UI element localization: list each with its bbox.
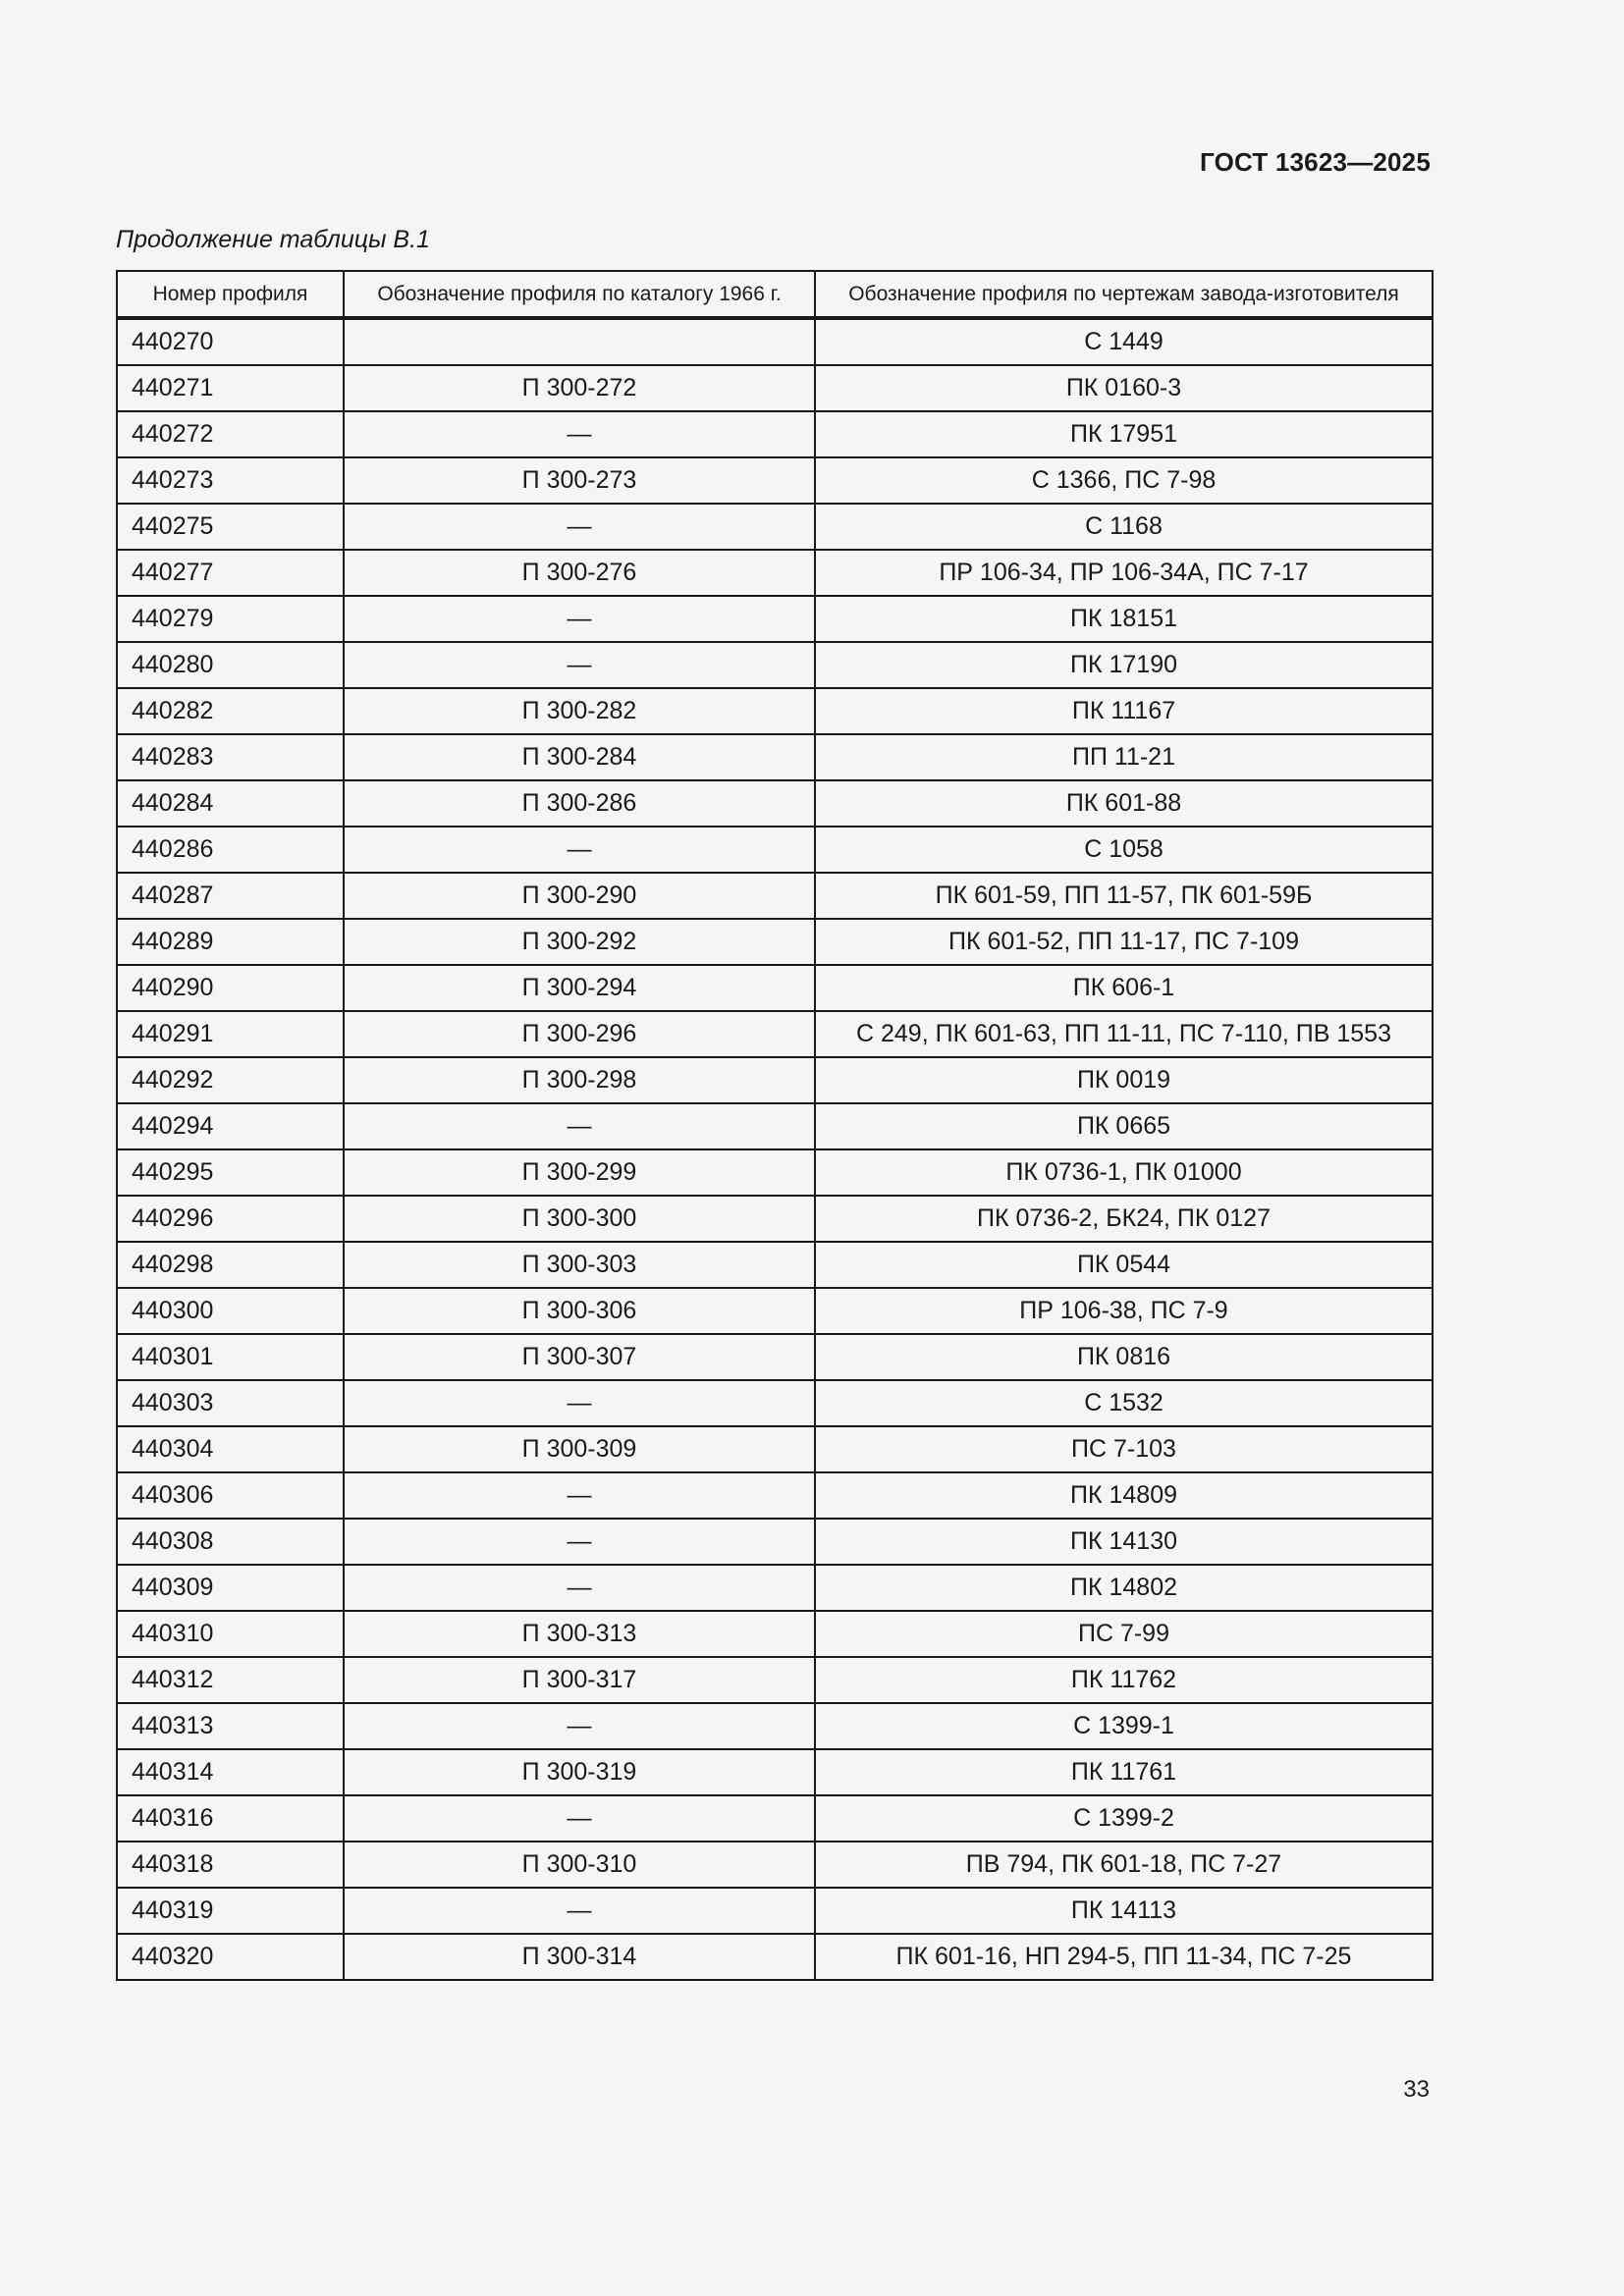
- table-row: [117, 1888, 1433, 1934]
- cell-catalog-1966: —: [344, 411, 815, 457]
- table-header-row: [117, 271, 1433, 318]
- cell-catalog-1966: —: [344, 827, 815, 873]
- table-row: [117, 1565, 1433, 1611]
- cell-profile-number: 440284: [117, 780, 344, 827]
- cell-factory-designation: ПК 14113: [815, 1888, 1433, 1934]
- cell-catalog-1966: П 300-317: [344, 1657, 815, 1703]
- cell-factory-designation: ПК 601-88: [815, 780, 1433, 827]
- page-header-standard: ГОСТ 13623—2025: [1200, 147, 1431, 177]
- table-row: [117, 873, 1433, 919]
- cell-profile-number: 440275: [117, 504, 344, 550]
- table-row: [117, 1657, 1433, 1703]
- table-row: [117, 1426, 1433, 1472]
- cell-catalog-1966: —: [344, 596, 815, 642]
- cell-catalog-1966: —: [344, 642, 815, 688]
- table-row: [117, 734, 1433, 780]
- column-header-factory-drawings: Обозначение профиля по чертежам завода-изготовителя: [815, 271, 1433, 318]
- cell-catalog-1966: П 300-276: [344, 550, 815, 596]
- cell-catalog-1966: —: [344, 1380, 815, 1426]
- cell-catalog-1966: П 300-282: [344, 688, 815, 734]
- cell-factory-designation: ПК 0816: [815, 1334, 1433, 1380]
- cell-profile-number: 440303: [117, 1380, 344, 1426]
- cell-factory-designation: С 1399-2: [815, 1795, 1433, 1842]
- table-row: [117, 1611, 1433, 1657]
- cell-factory-designation: С 1168: [815, 504, 1433, 550]
- column-header-catalog-1966: Обозначение профиля по каталогу 1966 г.: [344, 271, 815, 318]
- table-row: [117, 1334, 1433, 1380]
- cell-catalog-1966: —: [344, 504, 815, 550]
- cell-profile-number: 440273: [117, 457, 344, 504]
- cell-factory-designation: ПК 601-59, ПП 11-57, ПК 601-59Б: [815, 873, 1433, 919]
- cell-factory-designation: ПК 14130: [815, 1519, 1433, 1565]
- cell-profile-number: 440280: [117, 642, 344, 688]
- cell-catalog-1966: П 300-298: [344, 1057, 815, 1103]
- table-caption: Продолжение таблицы В.1: [116, 226, 430, 253]
- cell-catalog-1966: П 300-300: [344, 1196, 815, 1242]
- table-row: [117, 318, 1433, 365]
- cell-factory-designation: ПК 0736-2, БК24, ПК 0127: [815, 1196, 1433, 1242]
- table-row: [117, 1057, 1433, 1103]
- table-row: [117, 1703, 1433, 1749]
- cell-profile-number: 440292: [117, 1057, 344, 1103]
- cell-factory-designation: ПК 14809: [815, 1472, 1433, 1519]
- cell-catalog-1966: П 300-319: [344, 1749, 815, 1795]
- cell-catalog-1966: —: [344, 1565, 815, 1611]
- cell-factory-designation: С 1366, ПС 7-98: [815, 457, 1433, 504]
- cell-profile-number: 440289: [117, 919, 344, 965]
- table-row: [117, 596, 1433, 642]
- cell-profile-number: 440270: [117, 318, 344, 365]
- page-number: 33: [1403, 2076, 1430, 2103]
- cell-profile-number: 440309: [117, 1565, 344, 1611]
- table-body: [117, 318, 1433, 1980]
- cell-catalog-1966: П 300-299: [344, 1149, 815, 1196]
- cell-factory-designation: С 1449: [815, 318, 1433, 365]
- cell-profile-number: 440290: [117, 965, 344, 1011]
- cell-profile-number: 440300: [117, 1288, 344, 1334]
- cell-factory-designation: ПР 106-34, ПР 106-34А, ПС 7-17: [815, 550, 1433, 596]
- cell-profile-number: 440272: [117, 411, 344, 457]
- cell-catalog-1966: П 300-313: [344, 1611, 815, 1657]
- cell-catalog-1966: П 300-314: [344, 1934, 815, 1980]
- cell-catalog-1966: П 300-294: [344, 965, 815, 1011]
- table-row: [117, 1934, 1433, 1980]
- cell-profile-number: 440316: [117, 1795, 344, 1842]
- table-row: [117, 365, 1433, 411]
- cell-factory-designation: ПР 106-38, ПС 7-9: [815, 1288, 1433, 1334]
- cell-profile-number: 440304: [117, 1426, 344, 1472]
- table-row: [117, 1149, 1433, 1196]
- cell-catalog-1966: П 300-309: [344, 1426, 815, 1472]
- cell-catalog-1966: П 300-286: [344, 780, 815, 827]
- table-row: [117, 1519, 1433, 1565]
- table-row: [117, 1242, 1433, 1288]
- cell-profile-number: 440277: [117, 550, 344, 596]
- cell-factory-designation: ПК 17190: [815, 642, 1433, 688]
- table-row: [117, 1288, 1433, 1334]
- cell-profile-number: 440319: [117, 1888, 344, 1934]
- table-row: [117, 1380, 1433, 1426]
- cell-factory-designation: ПК 0019: [815, 1057, 1433, 1103]
- cell-factory-designation: ПК 17951: [815, 411, 1433, 457]
- table-row: [117, 919, 1433, 965]
- cell-factory-designation: ПС 7-103: [815, 1426, 1433, 1472]
- cell-profile-number: 440320: [117, 1934, 344, 1980]
- cell-profile-number: 440286: [117, 827, 344, 873]
- cell-factory-designation: ПК 11762: [815, 1657, 1433, 1703]
- cell-factory-designation: ПК 601-16, НП 294-5, ПП 11-34, ПС 7-25: [815, 1934, 1433, 1980]
- cell-profile-number: 440314: [117, 1749, 344, 1795]
- cell-profile-number: 440306: [117, 1472, 344, 1519]
- table-row: [117, 1795, 1433, 1842]
- cell-catalog-1966: П 300-273: [344, 457, 815, 504]
- cell-profile-number: 440318: [117, 1842, 344, 1888]
- cell-factory-designation: С 249, ПК 601-63, ПП 11-11, ПС 7-110, ПВ 1553: [815, 1011, 1433, 1057]
- cell-catalog-1966: П 300-284: [344, 734, 815, 780]
- cell-catalog-1966: П 300-296: [344, 1011, 815, 1057]
- cell-factory-designation: С 1399-1: [815, 1703, 1433, 1749]
- table-row: [117, 550, 1433, 596]
- cell-factory-designation: ПК 0160-3: [815, 365, 1433, 411]
- profiles-table: [116, 270, 1434, 1981]
- table-header: [117, 271, 1433, 318]
- cell-catalog-1966: П 300-290: [344, 873, 815, 919]
- cell-factory-designation: ПК 0544: [815, 1242, 1433, 1288]
- cell-profile-number: 440308: [117, 1519, 344, 1565]
- cell-profile-number: 440279: [117, 596, 344, 642]
- cell-profile-number: 440282: [117, 688, 344, 734]
- cell-catalog-1966: —: [344, 1795, 815, 1842]
- cell-factory-designation: ПК 0736-1, ПК 01000: [815, 1149, 1433, 1196]
- table-row: [117, 457, 1433, 504]
- cell-factory-designation: ПК 0665: [815, 1103, 1433, 1149]
- cell-catalog-1966: —: [344, 1472, 815, 1519]
- cell-catalog-1966: П 300-303: [344, 1242, 815, 1288]
- table-row: [117, 411, 1433, 457]
- cell-profile-number: 440291: [117, 1011, 344, 1057]
- cell-profile-number: 440298: [117, 1242, 344, 1288]
- cell-profile-number: 440294: [117, 1103, 344, 1149]
- cell-catalog-1966: —: [344, 1703, 815, 1749]
- cell-catalog-1966: П 300-272: [344, 365, 815, 411]
- cell-profile-number: 440313: [117, 1703, 344, 1749]
- table-row: [117, 1103, 1433, 1149]
- cell-factory-designation: С 1058: [815, 827, 1433, 873]
- cell-profile-number: 440312: [117, 1657, 344, 1703]
- cell-profile-number: 440271: [117, 365, 344, 411]
- cell-catalog-1966: П 300-307: [344, 1334, 815, 1380]
- cell-catalog-1966: [344, 318, 815, 365]
- table-row: [117, 827, 1433, 873]
- cell-factory-designation: ПВ 794, ПК 601-18, ПС 7-27: [815, 1842, 1433, 1888]
- cell-catalog-1966: —: [344, 1888, 815, 1934]
- table-row: [117, 1472, 1433, 1519]
- cell-profile-number: 440295: [117, 1149, 344, 1196]
- table-row: [117, 1196, 1433, 1242]
- cell-factory-designation: ПС 7-99: [815, 1611, 1433, 1657]
- table-row: [117, 504, 1433, 550]
- cell-profile-number: 440283: [117, 734, 344, 780]
- cell-profile-number: 440310: [117, 1611, 344, 1657]
- cell-factory-designation: ПК 606-1: [815, 965, 1433, 1011]
- column-header-profile-number: Номер профиля: [117, 271, 344, 318]
- cell-catalog-1966: П 300-292: [344, 919, 815, 965]
- cell-factory-designation: ПП 11-21: [815, 734, 1433, 780]
- cell-profile-number: 440287: [117, 873, 344, 919]
- table-row: [117, 1011, 1433, 1057]
- table-row: [117, 688, 1433, 734]
- cell-factory-designation: С 1532: [815, 1380, 1433, 1426]
- cell-factory-designation: ПК 11761: [815, 1749, 1433, 1795]
- cell-profile-number: 440301: [117, 1334, 344, 1380]
- table-row: [117, 1749, 1433, 1795]
- cell-profile-number: 440296: [117, 1196, 344, 1242]
- table-row: [117, 1842, 1433, 1888]
- cell-factory-designation: ПК 11167: [815, 688, 1433, 734]
- cell-catalog-1966: —: [344, 1103, 815, 1149]
- cell-factory-designation: ПК 14802: [815, 1565, 1433, 1611]
- table-row: [117, 642, 1433, 688]
- table-row: [117, 780, 1433, 827]
- table-row: [117, 965, 1433, 1011]
- cell-catalog-1966: П 300-310: [344, 1842, 815, 1888]
- cell-catalog-1966: —: [344, 1519, 815, 1565]
- cell-catalog-1966: П 300-306: [344, 1288, 815, 1334]
- cell-factory-designation: ПК 18151: [815, 596, 1433, 642]
- cell-factory-designation: ПК 601-52, ПП 11-17, ПС 7-109: [815, 919, 1433, 965]
